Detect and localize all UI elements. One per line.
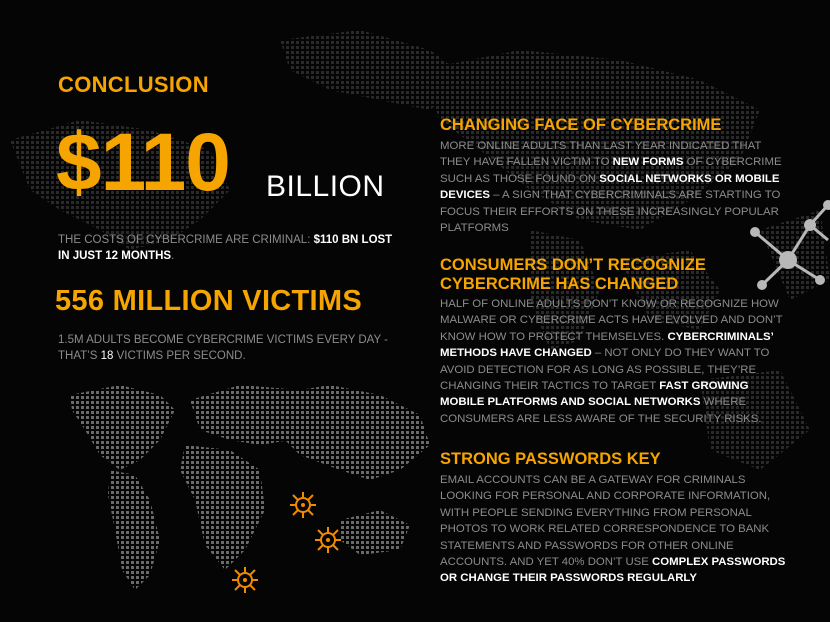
section-text: HALF OF ONLINE ADULTS DON’T KNOW OR RECOGNIZE HOW MALWARE OR CYBERCRIME ACTS HAVE EVOLVED AND DON’T KNOW HOW TO PROTECT THEMSELVES. (440, 298, 783, 343)
virus-icon (230, 565, 260, 595)
hero-amount: $110 (56, 117, 230, 208)
cost-text-suffix: . (171, 250, 175, 262)
section-highlight: SOCIAL NETWORKS OR MOBILE DEVICES (440, 172, 780, 202)
section-heading-consumers: CONSUMERS DON’T RECOGNIZE CYBERCRIME HAS CHANGED (440, 256, 706, 293)
section-text: MORE ONLINE ADULTS THAN LAST YEAR INDICATED THAT THEY HAVE FALLEN VICTIM TO (440, 140, 762, 169)
section-body-passwords (440, 472, 790, 587)
hero-unit: BILLION (266, 170, 385, 203)
section-heading-passwords: STRONG PASSWORDS KEY (440, 450, 661, 468)
section-body-changing-face (440, 138, 790, 236)
victims-text-prefix: 1.5M ADULTS BECOME CYBERCRIME VICTIMS EVERY DAY - THAT’S (58, 334, 388, 362)
section-highlight: COMPLEX PASSWORDS OR CHANGE THEIR PASSWORDS REGULARLY (440, 556, 786, 585)
section-body-consumers (440, 296, 790, 427)
victims-description (58, 332, 398, 364)
section-heading-changing-face: CHANGING FACE OF CYBERCRIME (440, 116, 722, 134)
section-highlight: CYBERCRIMINALS’ METHODS HAVE CHANGED (440, 330, 774, 360)
section-highlight: NEW FORMS (612, 156, 684, 169)
section-highlight: FAST GROWING MOBILE PLATFORMS AND SOCIAL NETWORKS (440, 380, 749, 409)
victims-text-suffix: VICTIMS PER SECOND. (113, 350, 246, 362)
section-text: EMAIL ACCOUNTS CAN BE A GATEWAY FOR CRIMINALS LOOKING FOR PERSONAL AND CORPORATE INFORMATION, WITH PEOPLE SENDING EVERYTHING FROM PERSONAL PHOTOS TO WORK RELATED CORRESPONDENCE TO BANK STATEMENTS AND PASSWORDS FOR OTHER ONLINE ACCOUNTS. AND YET 40% DON’T USE (440, 474, 771, 569)
virus-icon (288, 490, 318, 520)
section-text: – A SIGN THAT CYBERCRIMINALS ARE STARTING TO FOCUS THEIR EFFORTS ON THESE INCREASINGLY POPULAR PLATFORMS (440, 189, 781, 235)
cost-description (58, 232, 398, 264)
virus-icon (313, 525, 343, 555)
cost-highlight: $110 BN LOST IN JUST 12 MONTHS (58, 234, 393, 262)
page-title: CONCLUSION (58, 72, 209, 97)
section-text: OF CYBERCRIME SUCH AS THOSE FOUND ON (440, 156, 782, 185)
victims-heading: 556 MILLION VICTIMS (55, 285, 363, 317)
cost-text-prefix: THE COSTS OF CYBERCRIME ARE CRIMINAL: (58, 234, 314, 246)
section-text: – NOT ONLY DO THEY WANT TO AVOID DETECTION FOR AS LONG AS POSSIBLE, THEY’RE CHANGING THEIR TACTICS TO TARGET (440, 347, 770, 393)
victims-highlight: 18 (100, 350, 114, 362)
section-text: WHERE CONSUMERS ARE LESS AWARE OF THE SECURITY RISKS. (440, 396, 762, 425)
